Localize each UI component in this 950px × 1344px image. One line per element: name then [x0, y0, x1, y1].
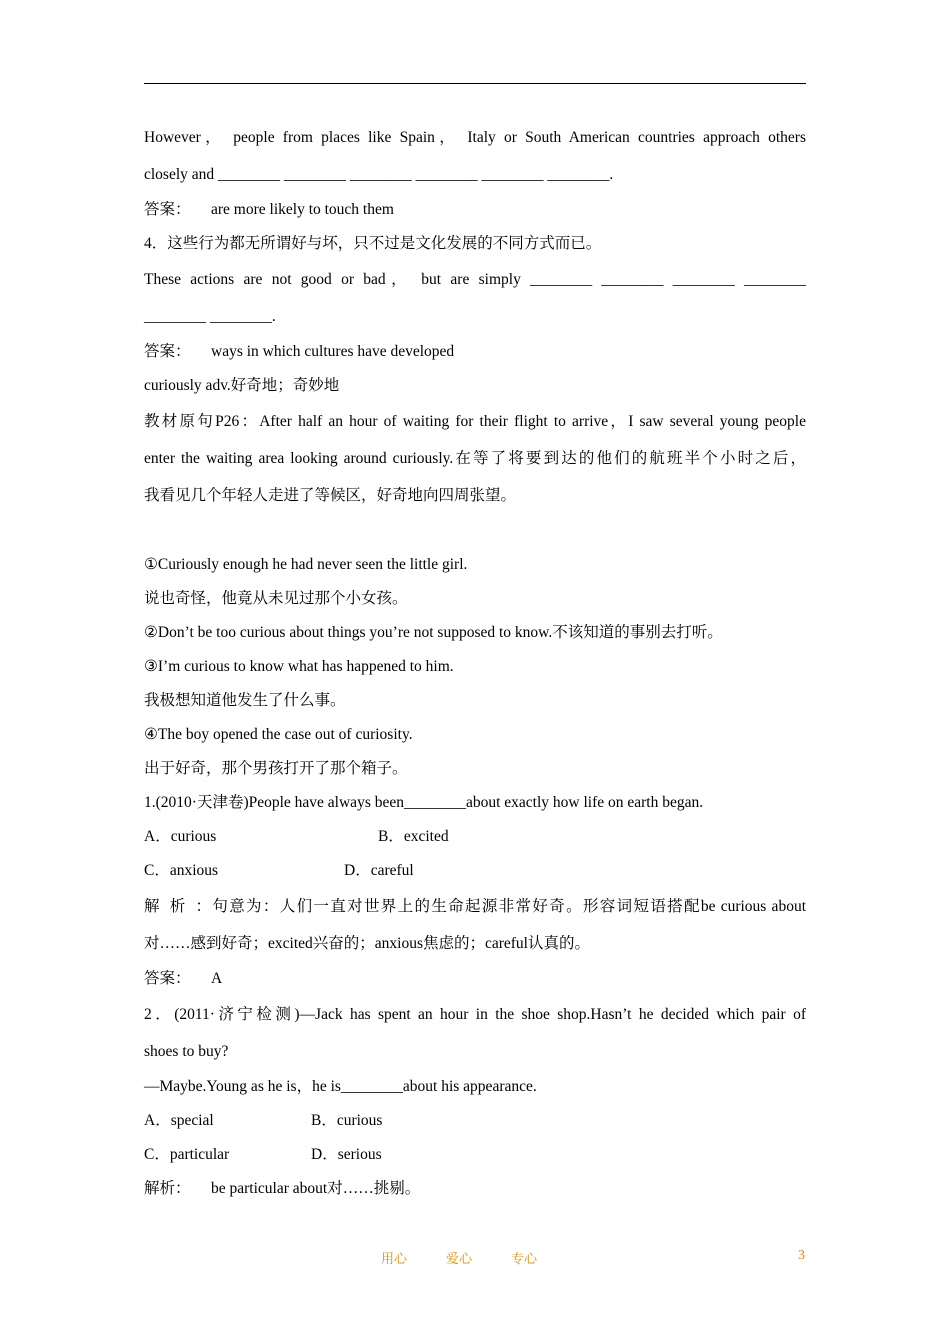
header-rule: [144, 83, 806, 84]
text-line: These actions are not good or bad， but are simply ________ ________ ________ ________: [144, 271, 806, 288]
example-translation: 我极想知道他发生了什么事。: [144, 692, 346, 709]
option-c: C．anxious: [144, 862, 219, 879]
option-a: A．special: [144, 1112, 214, 1129]
option-d: D．careful: [344, 862, 414, 879]
answer-label: 答案：: [144, 201, 191, 218]
footer-motto-3: 专心: [511, 1252, 538, 1267]
text-line: 我看见几个年轻人走进了等候区，好奇地向四周张望。: [144, 487, 517, 504]
options-row: [144, 1138, 806, 1172]
example-translation: 说也奇怪，他竟从未见过那个小女孩。: [144, 590, 408, 607]
answer-label: 答案：: [144, 343, 191, 360]
example-line: ②Don’t be too curious about things you’re not supposed to know.不该知道的事别去打听。: [144, 624, 723, 641]
example-line: ③I’m curious to know what has happened to him.: [144, 658, 454, 675]
footer-motto-1: 用心: [381, 1252, 408, 1267]
answer-label: 答案：: [144, 970, 191, 987]
text-line: 教材原句P26：After half an hour of waiting for their flight to arrive，I saw several young people: [144, 413, 806, 430]
text-line: closely and ________ ________ ________ ________ ________ ________.: [144, 166, 614, 183]
answer-text: ways in which cultures have developed: [211, 343, 455, 360]
option-a: A．curious: [144, 828, 217, 845]
analysis-line: [144, 888, 806, 925]
document-body: [144, 119, 806, 1206]
analysis-text: be particular about对……挑剔。: [211, 1180, 421, 1197]
question-line: 1.(2010·天津卷)People have always been________about exactly how life on earth began.: [144, 794, 704, 811]
example-line: ④The boy opened the case out of curiosity.: [144, 726, 413, 743]
vocab-heading: curiously adv.好奇地；奇妙地: [144, 377, 340, 394]
text-line: However， people from places like Spain， Italy or South American countries approach others: [144, 129, 806, 146]
option-d: D．serious: [311, 1146, 382, 1163]
question-line: 2．(2011·济宁检测)—Jack has spent an hour in the shoe shop.Hasn’t he decided which pair of: [144, 1006, 806, 1023]
page-footer: [0, 1248, 950, 1268]
options-row: [144, 820, 806, 854]
answer-line: [144, 193, 806, 227]
option-c: C．particular: [144, 1146, 230, 1163]
question-line: shoes to buy?: [144, 1043, 229, 1060]
option-b: B．excited: [378, 828, 449, 845]
analysis-label: 解析：: [144, 898, 211, 915]
text-line: enter the waiting area looking around curiously.在等了将要到达的他们的航班半个小时之后，: [144, 450, 806, 467]
answer-text: A: [211, 970, 223, 987]
analysis-label: 解析：: [144, 1180, 191, 1197]
text-line: ________ ________.: [144, 308, 276, 325]
option-b: B．curious: [311, 1112, 383, 1129]
footer-motto-2: 爱心: [446, 1252, 473, 1267]
analysis-line: [144, 1172, 806, 1206]
page-number: 3: [798, 1248, 805, 1263]
answer-text: are more likely to touch them: [211, 201, 394, 218]
question-line: —Maybe.Young as he is，he is________about his appearance.: [144, 1078, 537, 1095]
analysis-text: 句意为：人们一直对世界上的生命起源非常好奇。形容词短语搭配be curious about: [211, 898, 806, 915]
answer-line: [144, 962, 806, 996]
answer-line: [144, 335, 806, 369]
spacer: [144, 514, 806, 548]
analysis-line: 对……感到好奇；excited兴奋的；anxious焦虑的；careful认真的。: [144, 935, 590, 952]
options-row: [144, 1104, 806, 1138]
example-line: ①Curiously enough he had never seen the little girl.: [144, 556, 468, 573]
example-translation: 出于好奇，那个男孩打开了那个箱子。: [144, 760, 408, 777]
text-line: 4．这些行为都无所谓好与坏，只不过是文化发展的不同方式而已。: [144, 235, 602, 252]
options-row: [144, 854, 806, 888]
